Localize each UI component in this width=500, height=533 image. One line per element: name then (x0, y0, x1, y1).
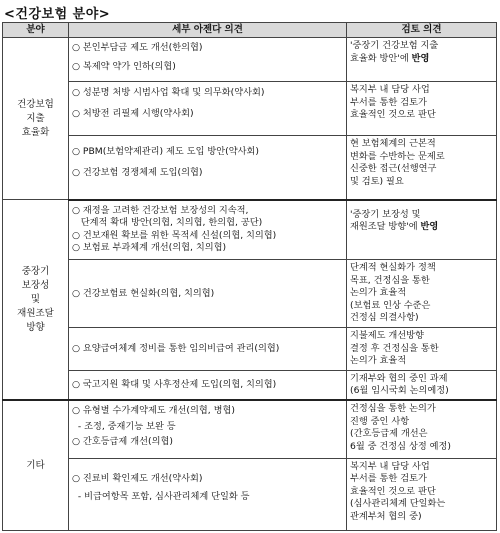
review-cell (347, 458, 497, 530)
review-line: (6월 임시국회 논의예정) (350, 385, 449, 397)
review-line: 단계적 현실화가 정책 (350, 262, 436, 274)
area-cell-efficiency (3, 38, 69, 200)
agenda-item: - 조정, 중재기능 보완 등 (72, 420, 176, 432)
table-row (3, 200, 497, 260)
agenda-item: - 비급여항목 포함, 심사관리체계 단일화 등 (72, 491, 250, 503)
agenda-item: ○ 국고지원 확대 및 사후정산제 도입(의협, 치의협) (72, 378, 277, 390)
area-label-line: 건강보험 (17, 98, 54, 110)
review-line: 6월 중 건정심 상정 예정) (350, 440, 451, 452)
agenda-cell (69, 38, 347, 82)
agenda-cell (69, 328, 347, 370)
review-line: 및 검토) 필요 (350, 175, 404, 187)
area-cell-coverage-financing (3, 200, 69, 401)
agenda-cell (69, 400, 347, 458)
review-line: 결정 후 건정심을 통한 (350, 342, 439, 354)
table-row (3, 400, 497, 458)
agenda-cell (69, 82, 347, 136)
review-line: '중장기 보장성 및 (350, 208, 421, 220)
review-cell (347, 136, 497, 200)
review-line: 복지부 내 담당 사업 (350, 460, 430, 472)
review-line: 지불제도 개선방향 (350, 330, 424, 342)
agenda-cell (69, 260, 347, 328)
agenda-item: ○ 건강보험료 현실화(의협, 치의협) (72, 287, 215, 299)
agenda-item: ○ 복제약 약가 인하(의협) (72, 60, 176, 72)
review-line: 복지부 내 담당 사업 (350, 84, 430, 96)
agenda-item: ○ 처방전 리필제 시행(약사회) (72, 107, 194, 119)
agenda-item: 단계적 확대 방안(의협, 치의협, 한의협, 공단) (72, 217, 263, 229)
review-line: 건정심 의결사항) (350, 312, 419, 324)
agenda-item: ○ 재정을 고려한 건강보험 보장성의 지속적, (72, 204, 249, 216)
header-review: 검토 의견 (347, 23, 497, 38)
area-label-line: 재원조달 (17, 307, 54, 319)
header-agenda: 세부 아젠다 의견 (69, 23, 347, 38)
table-row (3, 260, 497, 328)
area-label-line: 및 (30, 293, 41, 305)
table-row (3, 82, 497, 136)
review-cell (347, 200, 497, 260)
area-label-line: 효율화 (21, 126, 50, 138)
agenda-item: ○ 성분명 처방 시범사업 확대 및 의무화(약사회) (72, 87, 265, 99)
review-line: 관계부처 협의 중) (350, 510, 422, 522)
table-row (3, 328, 497, 370)
review-line: 변화를 수반하는 문제로 (350, 150, 445, 162)
review-line: 현 보험체계의 근본적 (350, 138, 436, 150)
area-cell-etc (3, 400, 69, 530)
agenda-cell (69, 136, 347, 200)
review-line: '중장기 건강보험 지출 (350, 40, 439, 52)
review-cell (347, 328, 497, 370)
review-cell (347, 82, 497, 136)
table-row (3, 136, 497, 200)
table-row (3, 458, 497, 530)
table-header-row (3, 23, 497, 38)
review-line: 재원조달 방향'에 반영 (350, 221, 439, 233)
agenda-cell (69, 200, 347, 260)
area-label-line: 지출 (26, 112, 45, 124)
agenda-item: ○ PBM(보험약제관리) 제도 도입 방안(약사회) (72, 146, 259, 158)
review-line: 신중한 접근(선행연구 (350, 163, 437, 175)
area-label-line: 방향 (26, 321, 45, 333)
review-line: 기재부와 협의 중인 과제 (350, 372, 448, 384)
review-cell (347, 400, 497, 458)
header-area: 분야 (3, 23, 69, 38)
agenda-item: ○ 보험료 부과체계 개선(의협, 치의협) (72, 242, 227, 254)
review-line-reflected: 효율화 방안'에 반영 (350, 52, 430, 64)
agenda-item: ○ 간호등급제 개선(의협) (72, 436, 173, 448)
table-row (3, 370, 497, 400)
review-cell (347, 38, 497, 82)
review-line: 부서를 통한 검토가 (350, 473, 427, 485)
review-line: 진행 중인 사항 (350, 415, 410, 427)
agenda-item: ○ 건강보험 경쟁체제 도입(의협) (72, 166, 203, 178)
area-label-line: 보장성 (21, 279, 50, 291)
table-row (3, 38, 497, 82)
review-line: (간호등급제 개선은 (350, 428, 428, 440)
review-line: (심사관리체계 단일화는 (350, 498, 446, 510)
area-label-line: 중장기 (21, 265, 50, 277)
review-line: 효율적인 것으로 판단 (350, 485, 436, 497)
agenda-cell (69, 370, 347, 400)
review-line: 논의가 효율적 (350, 287, 407, 299)
agenda-item: ○ 요양급여체계 정비를 통한 임의비급여 관리(의협) (72, 342, 280, 354)
agenda-item: ○ 진료비 확인제도 개선(약사회) (72, 472, 203, 484)
agenda-item: ○ 유형별 수가계약제도 개선(의협, 병협) (72, 405, 235, 417)
review-cell (347, 260, 497, 328)
agenda-item: ○ 본인부담금 제도 개선(한의협) (72, 42, 203, 54)
area-label-line: 기타 (26, 459, 45, 471)
agenda-table (2, 22, 497, 531)
review-line: 건정심을 통한 논의가 (350, 403, 436, 415)
review-line: 목표, 건정심을 통한 (350, 274, 430, 286)
review-line: 논의가 효율적 (350, 355, 407, 367)
review-line: 부서를 통한 검토가 (350, 96, 427, 108)
review-cell (347, 370, 497, 400)
agenda-cell (69, 458, 347, 530)
agenda-item: ○ 건보재원 확보를 위한 목적세 신설(의협, 치의협) (72, 229, 277, 241)
review-line: 효율적인 것으로 판단 (350, 109, 436, 121)
section-title: <건강보험 분야> (4, 7, 111, 22)
review-line: (보험료 인상 수준은 (350, 299, 431, 311)
